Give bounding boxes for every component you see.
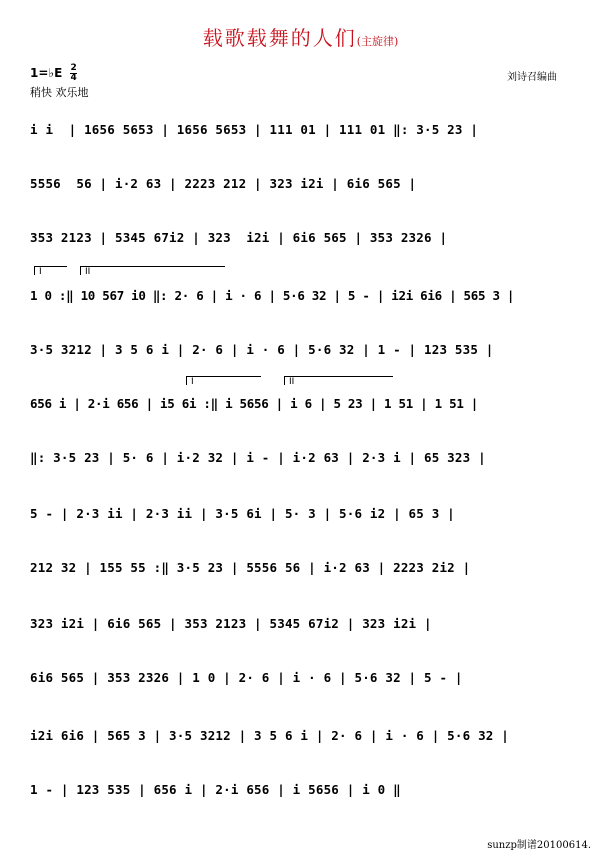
score-line-13: 1 - | 123 535 | 656 i | 2·i 656 | i 5656 | i 0 ‖: [30, 782, 401, 797]
time-signature: [70, 64, 76, 83]
composer-credit: 刘诗召编曲: [507, 72, 557, 83]
key-signature: [30, 64, 77, 83]
score-line-6: 656 i | 2·i 656 | i5 6i :‖ i 5656 | i 6 | 5 23 | 1 51 | 1 51 |: [30, 396, 478, 411]
volta-first-label-1: I: [39, 267, 42, 277]
transcriber-signature: sunzp制谱20100614.: [487, 840, 591, 851]
volta-second-2: [284, 376, 393, 385]
score-line-11: 6i6 565 | 353 2326 | 1 0 | 2· 6 | i · 6 | 5·6 32 | 5 - |: [30, 670, 463, 685]
title-subtitle: (主旋律): [356, 35, 399, 48]
score-line-12: i2i 6i6 | 565 3 | 3·5 3212 | 3 5 6 i | 2· 6 | i · 6 | 5·6 32 |: [30, 728, 509, 743]
title-text: 载歌载舞的人们: [202, 26, 357, 50]
volta-second-1: [80, 266, 225, 275]
score-line-4: 1 0 :‖ 10 567 i0 ‖: 2· 6 | i · 6 | 5·6 32 | 5 - | i2i 6i6 | 565 3 |: [30, 288, 515, 303]
score-line-3: 353 2123 | 5345 67i2 | 323 i2i | 6i6 565 | 353 2326 |: [30, 230, 448, 245]
time-denominator: 4: [70, 73, 77, 83]
score-line-10: 323 i2i | 6i6 565 | 353 2123 | 5345 67i2 | 323 i2i |: [30, 616, 432, 631]
song-title: [0, 22, 601, 51]
score-line-9: 212 32 | 155 55 :‖ 3·5 23 | 5556 56 | i·2 63 | 2223 2i2 |: [30, 560, 471, 575]
score-line-5: 3·5 3212 | 3 5 6 i | 2· 6 | i · 6 | 5·6 32 | 1 - | 123 535 |: [30, 342, 494, 357]
score-line-2: 5556 56 | i·2 63 | 2223 212 | 323 i2i | 6i6 565 |: [30, 176, 417, 191]
volta-second-label-2: II: [289, 377, 295, 387]
score-line-1: i i | 1656 5653 | 1656 5653 | 111 01 | 111 01 ‖: 3·5 23 |: [30, 122, 479, 137]
volta-first-label-2: I: [191, 377, 194, 387]
score-line-7: ‖: 3·5 23 | 5· 6 | i·2 32 | i - | i·2 63 | 2·3 i | 65 323 |: [30, 450, 486, 465]
score-line-8: 5 - | 2·3 ii | 2·3 ii | 3·5 6i | 5· 3 | 5·6 i2 | 65 3 |: [30, 506, 455, 521]
volta-first-2: [186, 376, 261, 385]
volta-first-1: [34, 266, 67, 275]
volta-second-label-1: II: [85, 267, 91, 277]
key-text: 1=♭E: [30, 66, 63, 80]
tempo-marking: 稍快 欢乐地: [30, 86, 89, 99]
time-numerator: 2: [70, 63, 77, 73]
